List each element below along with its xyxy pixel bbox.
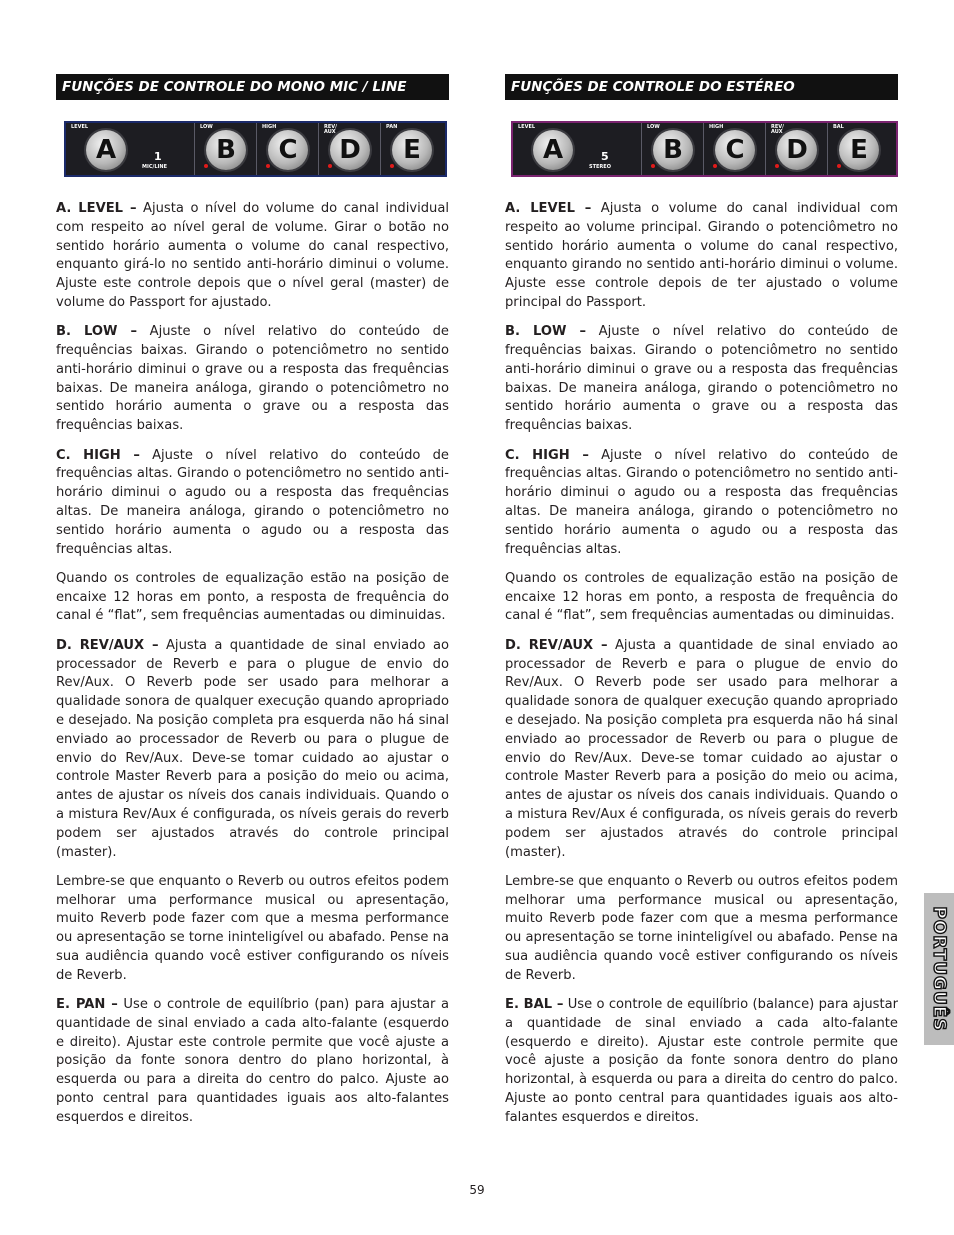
body-paragraph	[505, 570, 898, 626]
panel-segment	[641, 123, 660, 175]
panel-label: HIGH	[709, 124, 724, 130]
knob-b	[206, 130, 246, 170]
knob-a	[533, 130, 573, 170]
knob-c	[268, 130, 308, 170]
knob-letter: E	[403, 135, 421, 165]
paragraph-text: Quando os controles de equalização estão na posição de encaixe 12 horas em ponto, a resposta de frequência do canal é “flat”, sem frequências aumentadas ou diminuidas.	[56, 570, 449, 624]
knob-letter: D	[786, 135, 808, 165]
body-paragraph	[505, 637, 898, 863]
paragraph-term: E. BAL –	[505, 997, 564, 1013]
stereo-section-header: FUNÇÕES DE CONTROLE DO ESTÉREO	[505, 74, 898, 100]
panel-segment	[827, 123, 844, 175]
body-paragraph	[505, 996, 898, 1128]
panel-label: REV/ AUX	[324, 124, 337, 135]
knob-d	[330, 130, 370, 170]
led-indicator	[713, 164, 717, 168]
led-indicator	[775, 164, 779, 168]
channel-number: 1	[154, 150, 162, 163]
body-paragraph	[56, 323, 449, 436]
body-paragraph	[56, 570, 449, 626]
led-indicator	[266, 164, 270, 168]
paragraph-text: Quando os controles de equalização estão na posição de encaixe 12 horas em ponto, a resposta de frequência do canal é “flat”, sem frequências aumentadas ou diminuidas.	[505, 570, 898, 624]
knob-letter: C	[278, 135, 298, 165]
channel-type: MIC/LINE	[142, 164, 167, 170]
channel-number: 5	[601, 150, 609, 163]
mono-column	[56, 74, 449, 1138]
paragraph-term: C. HIGH –	[56, 447, 140, 463]
paragraph-term: D. REV/AUX –	[505, 637, 608, 653]
paragraph-term: E. PAN –	[56, 997, 118, 1013]
mono-control-panel-image	[64, 121, 447, 177]
panel-segment	[194, 123, 213, 175]
paragraph-term: A. LEVEL –	[56, 201, 137, 216]
paragraph-text: Ajusta o nível do volume do canal individual com respeito ao nível geral de volume. Girar o botão no sentido horário aumenta o volume do canal respectivo, enquanto girá-lo no sentido anti-horário diminui o volume. Ajuste este controle depois que o nível geral (master) de volume do Passport for ajustado.	[56, 201, 449, 310]
stereo-column	[505, 74, 898, 1138]
panel-label: LEVEL	[518, 124, 536, 130]
paragraph-text: Use o controle de equilíbrio (balance) para ajustar a quantidade de sinal enviado a cada alto-falante (esquerdo e direito). Ajustar este controle permite que você ajuste a posição da fonte sonora dentro do plano horizontal, à esquerda ou para a direita do centro do palco. Ajuste ao ponto central para quantidades iguais aos alto-falantes esquerdos e direitos.	[505, 997, 898, 1125]
body-paragraph	[56, 873, 449, 986]
knob-letter: B	[663, 135, 683, 165]
knob-a	[86, 130, 126, 170]
body-paragraph	[505, 323, 898, 436]
language-side-tab	[924, 893, 954, 1045]
knob-letter: D	[339, 135, 361, 165]
body-paragraph	[56, 447, 449, 560]
channel-type: STEREO	[589, 164, 611, 170]
paragraph-term: A. LEVEL –	[505, 201, 592, 216]
panel-label: LOW	[200, 124, 213, 130]
knob-letter: E	[850, 135, 868, 165]
panel-segment	[703, 123, 724, 175]
language-tab-label: PORTUGUÊS	[929, 906, 949, 1032]
paragraph-text: Ajuste o nível relativo do conteúdo de frequências baixas. Girando o potenciômetro no sentido anti-horário diminui o grave ou a resposta das frequências baixas. De maneira análoga, girando o potenciômetro no sentido horário aumenta o grave ou a resposta das frequências baixas.	[56, 324, 449, 434]
knob-d	[777, 130, 817, 170]
panel-label: REV/ AUX	[771, 124, 784, 135]
led-indicator	[837, 164, 841, 168]
panel-segment	[318, 123, 337, 175]
panel-label: PAN	[386, 124, 398, 130]
knob-letter: B	[216, 135, 236, 165]
body-paragraph	[505, 447, 898, 560]
panel-segment	[256, 123, 277, 175]
page-number: 59	[469, 1183, 485, 1197]
panel-segment	[380, 123, 398, 175]
knob-b	[653, 130, 693, 170]
paragraph-text: Ajusta a quantidade de sinal enviado ao processador de Reverb e para o plugue de envio do Rev/Aux. O Reverb pode ser usado para melhorar a qualidade sonora de qualquer execução quando apropriado e desejado. Na posição completa pra esquerda não há sinal enviado ao processador de Reverb ou para o plugue de envio do Rev/Aux. Deve-se tomar cuidado ao ajustar o controle Master Reverb para a posição do meio ou acima, antes de ajustar os níveis dos canais individuais. Quando o a mistura Rev/Aux é configurada, os níveis gerais do reverb podem ser ajustados através do controle principal (master).	[56, 637, 449, 860]
paragraph-text: Lembre-se que enquanto o Reverb ou outros efeitos podem melhorar uma performance musical ou apresentação, muito Reverb pode fazer com que a mesma performance ou apresentação se torne ininteligível ou abafado. Pense na sua audiência quando você estiver configurando os níveis de Reverb.	[56, 873, 449, 983]
led-indicator	[204, 164, 208, 168]
knob-letter: C	[725, 135, 745, 165]
led-indicator	[328, 164, 332, 168]
mono-body-text	[56, 200, 449, 1128]
knob-letter: A	[542, 135, 564, 165]
panel-label: LEVEL	[71, 124, 89, 130]
knob-letter: A	[95, 135, 117, 165]
stereo-control-panel-image	[511, 121, 898, 177]
paragraph-text: Ajusta a quantidade de sinal enviado ao processador de Reverb e para o plugue de envio do Rev/Aux. O Reverb pode ser usado para melhorar a qualidade sonora de qualquer execução quando apropriado e desejado. Na posição completa pra esquerda não há sinal enviado ao processador de Reverb ou para o plugue de envio do Rev/Aux. Deve-se tomar cuidado ao ajustar o controle Master Reverb para a posição do meio ou acima, antes de ajustar os níveis dos canais individuais. Quando o a mistura Rev/Aux é configurada, os níveis gerais do reverb podem ser ajustados através do controle principal (master).	[505, 637, 898, 860]
body-paragraph	[56, 637, 449, 863]
paragraph-term: D. REV/AUX –	[56, 637, 159, 653]
stereo-body-text	[505, 200, 898, 1128]
body-paragraph	[56, 996, 449, 1128]
panel-segment	[765, 123, 784, 175]
paragraph-text: Ajuste o nível relativo do conteúdo de frequências altas. Girando o potenciômetro no sentido anti-horário diminui o agudo ou a resposta das frequências altas. De maneira análoga, girando o potenciômetro no sentido horário aumenta o agudo ou a resposta das frequências altas.	[56, 447, 449, 557]
led-indicator	[390, 164, 394, 168]
panel-label: BAL	[833, 124, 844, 130]
paragraph-term: B. LOW –	[56, 324, 137, 340]
body-paragraph	[505, 873, 898, 986]
paragraph-term: C. HIGH –	[505, 447, 589, 463]
body-paragraph	[56, 200, 449, 313]
panel-label: LOW	[647, 124, 660, 130]
paragraph-text: Ajusta o volume do canal individual com respeito ao volume principal. Girando o potenciômetro no sentido horário aumenta o volume do canal respectivo, enquanto girando no sentido anti-horário diminui o volume. Ajuste esse controle depois de ter ajustado o volume principal do Passport.	[505, 201, 898, 310]
knob-e	[392, 130, 432, 170]
paragraph-text: Ajuste o nível relativo do conteúdo de frequências baixas. Girando o potenciômetro no sentido anti-horário diminui o grave ou a resposta das frequências baixas. De maneira análoga, girando o potenciômetro no sentido horário aumenta o grave ou a resposta das frequências baixas.	[505, 324, 898, 434]
body-paragraph	[505, 200, 898, 313]
paragraph-text: Lembre-se que enquanto o Reverb ou outros efeitos podem melhorar uma performance musical ou apresentação, muito Reverb pode fazer com que a mesma performance ou apresentação se torne ininteligível ou abafado. Pense na sua audiência quando você estiver configurando os níveis de Reverb.	[505, 873, 898, 983]
paragraph-text: Use o controle de equilíbrio (pan) para ajustar a quantidade de sinal enviado a cada alto-falante (esquerdo e direito). Ajustar este controle permite que você ajuste a posição da fonte sonora dentro do plano horizontal, à esquerda ou para a direita do centro do palco. Ajuste ao ponto central para quantidades iguais aos alto-falantes esquerdos e direitos.	[56, 997, 449, 1125]
paragraph-text: Ajuste o nível relativo do conteúdo de frequências altas. Girando o potenciômetro no sentido anti-horário diminui o agudo ou a resposta das frequências altas. De maneira análoga, girando o potenciômetro no sentido horário aumenta o agudo ou a resposta das frequências altas.	[505, 447, 898, 557]
knob-c	[715, 130, 755, 170]
knob-e	[839, 130, 879, 170]
paragraph-term: B. LOW –	[505, 324, 586, 340]
panel-label: HIGH	[262, 124, 277, 130]
mono-section-header: FUNÇÕES DE CONTROLE DO MONO MIC / LINE	[56, 74, 449, 100]
led-indicator	[651, 164, 655, 168]
